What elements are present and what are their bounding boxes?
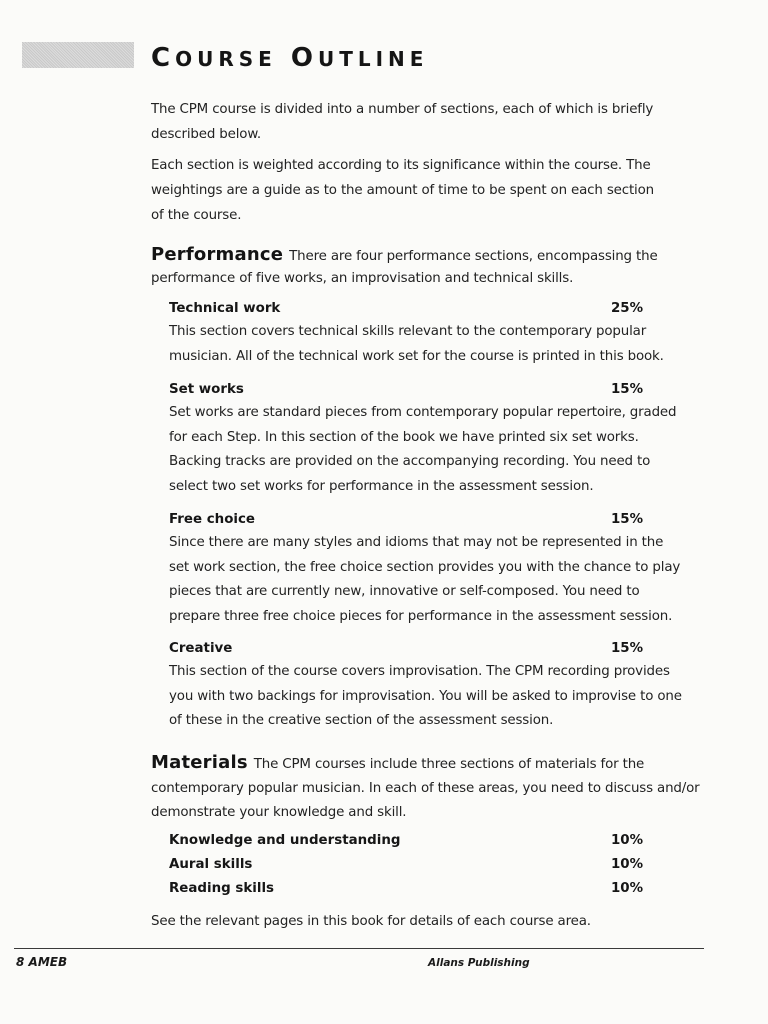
title-decoration-bar [22,42,134,68]
publisher-name: Allans Publishing [428,957,530,969]
text-line: This section of the course covers improvisation. The CPM recording provides [169,664,670,679]
item-weight: 10% [610,881,643,896]
materials-item-reading [169,878,643,900]
text-line: set work section, the free choice section provides you with the chance to play [169,559,681,575]
page-title [151,42,428,75]
performance-heading: Performance [151,244,284,265]
item-name: Knowledge and understanding [169,833,401,848]
text-line: This section covers technical skills relevant to the contemporary popular [169,324,647,339]
text-line: of these in the creative section of the assessment session. [169,713,554,729]
text-line: See the relevant pages in this book for details of each course area. [151,914,591,929]
intro-paragraph-2 [151,153,654,228]
text-line: Set works are standard pieces from contemporary popular repertoire, graded [169,405,677,420]
footer-divider [14,948,704,949]
materials-item-aural [169,854,643,876]
section-set-works [169,379,677,500]
section-weight: 15% [610,512,643,527]
materials-intro [151,751,700,825]
page-number: 8 AMEB [16,955,68,969]
text-line: performance of five works, an improvisation and technical skills. [151,271,574,286]
item-weight: 10% [610,833,643,848]
text-line: There are four performance sections, encompassing the [289,249,658,264]
text-line: select two set works for performance in the assessment session. [169,479,594,495]
section-name: Technical work [169,301,281,316]
intro-paragraph-1 [151,97,654,147]
text-line: for each Step. In this section of the book we have printed six set works. [169,429,639,445]
text-line: weightings are a guide as to the amount of time to be spent on each section [151,183,654,198]
text-line: Each section is weighted according to its significance within the course. The [151,158,651,173]
text-line: demonstrate your knowledge and skill. [151,805,407,820]
text-line: contemporary popular musician. In each of these areas, you need to discuss and/or [151,781,700,796]
text-line: described below. [151,127,262,142]
section-weight: 15% [610,641,643,656]
performance-intro [151,244,658,290]
text-line: The CPM course is divided into a number of sections, each of which is briefly [151,102,654,117]
item-name: Aural skills [169,857,253,872]
text-line: Backing tracks are provided on the accompanying recording. You need to [169,454,651,470]
section-name: Set works [169,382,244,397]
text-line: you with two backings for improvisation. You will be asked to improvise to one [169,688,682,704]
materials-heading: Materials [151,752,248,773]
text-line: Since there are many styles and idioms that may not be represented in the [169,535,664,550]
item-name: Reading skills [169,881,275,896]
section-creative [169,638,682,734]
text-line: pieces that are currently new, innovative or self-composed. You need to [169,584,640,600]
title-initial-1: C [151,43,176,73]
text-line: musician. All of the technical work set for the course is printed in this book. [169,348,664,364]
section-name: Free choice [169,512,255,527]
title-initial-2: O [290,43,318,73]
section-weight: 25% [610,301,643,316]
text-line: of the course. [151,208,242,223]
text-line: The CPM courses include three sections of materials for the [253,757,645,772]
section-technical-work [169,298,664,369]
materials-item-knowledge [169,830,643,852]
section-free-choice [169,509,681,630]
text-line: prepare three free choice pieces for performance in the assessment session. [169,609,673,625]
section-weight: 15% [610,382,643,397]
item-weight: 10% [610,857,643,872]
materials-note [151,909,651,934]
title-rest-1: OURSE [175,47,277,71]
title-rest-2: UTLINE [317,47,429,71]
section-name: Creative [169,641,233,656]
